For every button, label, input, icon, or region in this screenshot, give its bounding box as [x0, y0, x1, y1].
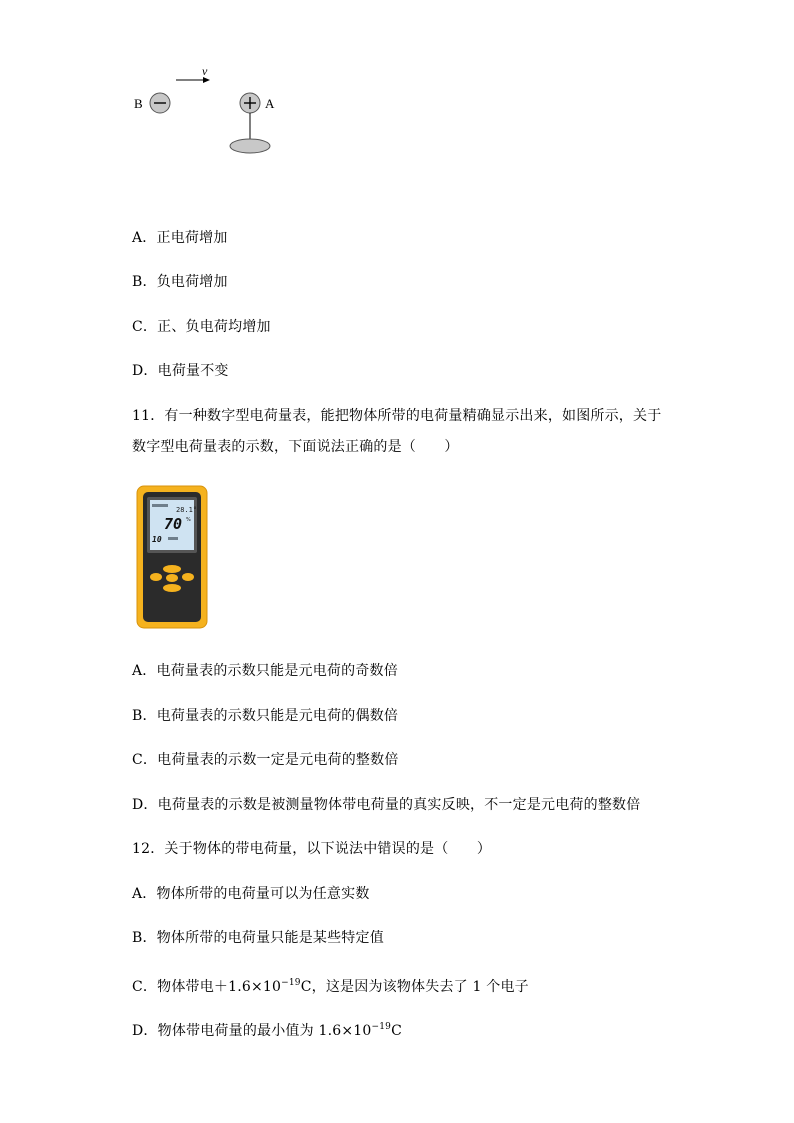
option-text-tail: C [391, 1023, 402, 1039]
option-label: D． [132, 1023, 158, 1039]
q12-option-d [132, 1017, 402, 1041]
option-text: 负电荷增加 [156, 274, 228, 290]
charges-figure [128, 62, 288, 162]
screen-bottom-bar [168, 537, 178, 540]
option-label: D． [132, 797, 158, 813]
q11-stem-line1: 11．有一种数字型电荷量表，能把物体所带的电荷量精确显示出来，如图所示，关于 [132, 408, 662, 424]
exponent: −19 [371, 1022, 392, 1032]
velocity-label: v [202, 64, 208, 78]
exponent: −19 [281, 978, 301, 988]
option-label: C． [132, 979, 158, 995]
center-button[interactable] [166, 574, 178, 582]
q10-option-d [132, 361, 229, 381]
q12-option-b [132, 928, 384, 948]
option-label: A． [132, 663, 157, 679]
label-b: B [134, 96, 143, 111]
option-label: D． [132, 363, 158, 379]
option-text: 电荷量表的示数一定是元电荷的整数倍 [157, 752, 399, 768]
option-text: 物体带电荷量的最小值为 1.6×10 [157, 1023, 372, 1039]
option-label: C． [132, 319, 158, 335]
option-text: 正电荷增加 [156, 230, 228, 246]
q12-option-c [132, 973, 529, 997]
option-text: 正、负电荷均增加 [157, 319, 271, 335]
q11-option-c [132, 750, 399, 770]
option-text: 电荷量表的示数只能是元电荷的偶数倍 [156, 708, 399, 724]
left-button[interactable] [150, 573, 162, 581]
option-label: B． [132, 930, 157, 946]
q10-option-a [132, 228, 228, 248]
bottom-button[interactable] [163, 584, 181, 592]
q11-option-a [132, 661, 398, 681]
right-button[interactable] [182, 573, 194, 581]
screen-main-reading: 70 [164, 515, 183, 533]
q12-stem: 12．关于物体的带电荷量，以下说法中错误的是（ ） [132, 841, 492, 857]
stand-base [230, 139, 270, 153]
option-text: 电荷量不变 [157, 363, 229, 379]
charge-meter-image [136, 485, 210, 631]
q11-option-d [132, 795, 640, 815]
screen-main-unit: % [186, 517, 191, 523]
option-text: 电荷量表的示数只能是元电荷的奇数倍 [156, 663, 398, 679]
q11-option-b [132, 706, 398, 726]
label-a: A [265, 96, 275, 111]
option-label: A． [132, 230, 157, 246]
screen-top-reading: 28.1° [176, 506, 198, 514]
q10-option-c [132, 317, 271, 337]
option-text: 电荷量表的示数是被测量物体带电荷量的真实反映，不一定是元电荷的整数倍 [157, 797, 641, 813]
option-label: B． [132, 708, 157, 724]
q10-option-b [132, 272, 228, 292]
option-text: 物体带电＋1.6×10 [157, 979, 282, 995]
option-text: 物体所带的电荷量只能是某些特定值 [156, 930, 384, 946]
option-text: 物体所带的电荷量可以为任意实数 [156, 886, 370, 902]
option-label: C． [132, 752, 158, 768]
top-button[interactable] [163, 565, 181, 573]
q11-stem-line2: 数字型电荷量表的示数，下面说法正确的是（ ） [132, 439, 459, 455]
screen-bottom-reading: 10 [152, 535, 162, 544]
q12-option-a [132, 884, 370, 904]
option-label: B． [132, 274, 157, 290]
option-label: A． [132, 886, 157, 902]
screen-status-bar [152, 504, 168, 507]
option-text-tail: C，这是因为该物体失去了 1 个电子 [300, 979, 529, 995]
